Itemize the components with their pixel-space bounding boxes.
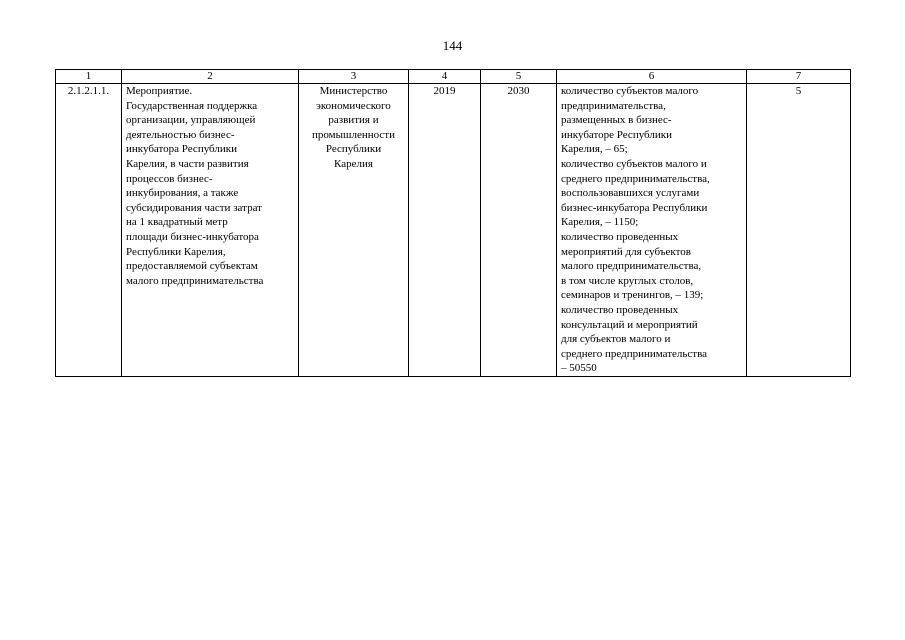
row-end-year: 2030 — [507, 85, 530, 97]
row-activity-cell — [122, 84, 299, 377]
page-number: 144 — [442, 38, 463, 53]
header-col-1: 1 — [56, 70, 122, 84]
row-end-year-cell — [481, 84, 557, 377]
header-col-3: 3 — [299, 70, 409, 84]
row-col7: 5 — [795, 85, 802, 97]
row-code: 2.1.2.1.1. — [67, 85, 110, 97]
row-col7-cell — [747, 84, 851, 377]
row-indicators: количество субъектов малого предпринимательства, размещенных в бизнес- инкубаторе Республики Карелия, – 65; количество субъектов малого и среднего предпринимательства, воспользовавшихся услугами бизнес-инкубатора Республики Карелия, – 1150; количество проведенных мероприятий для субъектов малого предпринимательства, в том числе круглых столов, семинаров и тренингов, – 139; количество проведенных консультаций и мероприятий для субъектов малого и среднего предпринимательства – 50550 — [561, 85, 710, 375]
header-col-6: 6 — [557, 70, 747, 84]
header-col-4: 4 — [409, 70, 481, 84]
row-responsible-cell — [299, 84, 409, 377]
row-code-cell — [56, 84, 122, 377]
row-start-year: 2019 — [433, 85, 456, 97]
header-col-2: 2 — [122, 70, 299, 84]
row-responsible: Министерство экономического развития и промышленности Республики Карелия — [312, 85, 395, 170]
table-row — [56, 84, 851, 377]
row-activity: Мероприятие. Государственная поддержка организации, управляющей деятельностью бизнес- инкубатора Республики Карелия, в части развития процессов бизнес- инкубирования, а также субсидирования части затрат на 1 квадратный метр площади бизнес-инкубатора Республики Карелия, предоставляемой субъектам малого предпринимательства — [126, 85, 264, 287]
measures-table — [55, 69, 851, 377]
row-start-year-cell — [409, 84, 481, 377]
row-indicators-cell — [557, 84, 747, 377]
header-col-7: 7 — [747, 70, 851, 84]
header-col-5: 5 — [481, 70, 557, 84]
table-header-row — [56, 70, 851, 84]
